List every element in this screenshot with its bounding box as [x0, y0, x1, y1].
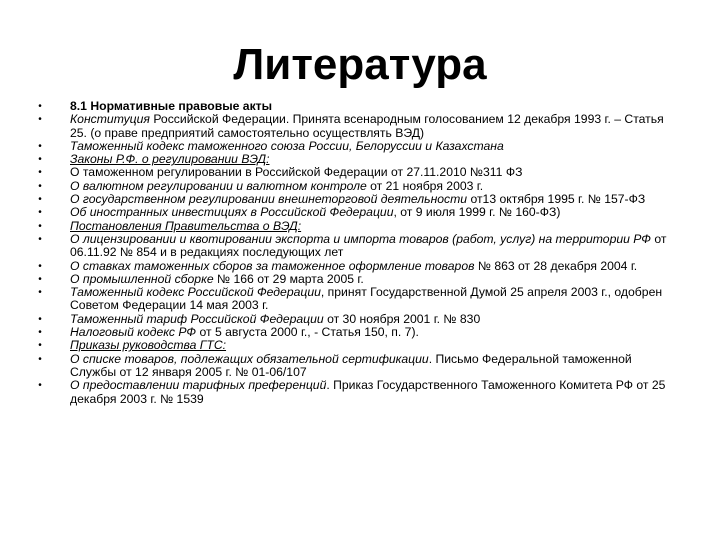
list-item [35, 233, 675, 260]
bullet-icon: • [38, 220, 42, 232]
list-item [35, 113, 675, 140]
list-item-text: О предоставлении тарифных преференций [70, 378, 327, 393]
list-item-text: от 30 ноября 2001 г. № 830 [323, 311, 481, 326]
list-item-text: О промышленной сборке [70, 271, 214, 286]
list-item-text: от 5 августа 2000 г., - Статья 150, п. 7). [196, 325, 419, 340]
list-item [35, 353, 675, 380]
list-item-text: № 863 от 28 декабря 2004 г. [474, 258, 638, 273]
list-item-text: О таможенном регулировании в Российской Федерации от 27.11.2010 №311 ФЗ [70, 165, 523, 180]
list-item [35, 339, 675, 352]
list-item [35, 379, 675, 406]
list-item-text: О лицензировании и квотировании экспорта и импорта товаров (работ, услуг) на территории РФ [70, 231, 651, 246]
bullet-icon: • [38, 114, 42, 126]
list-item-text: О государственном регулировании внешнеторговой деятельности [70, 192, 468, 207]
bullet-icon: • [38, 167, 42, 179]
bullet-icon: • [38, 233, 42, 245]
list-item-text: от 21 ноября 2003 г. [366, 178, 484, 193]
list-item-text: О ставках таможенных сборов за таможенное оформление товаров [70, 258, 475, 273]
slide-title: Литература [233, 40, 487, 89]
bullet-icon: • [38, 207, 42, 219]
bullet-icon: • [38, 287, 42, 299]
list-item-text: Постановления Правительства о ВЭД: [70, 218, 302, 233]
list-item-text: Законы Р.Ф. о регулировании ВЭД: [70, 152, 270, 167]
list-item [35, 166, 675, 179]
list-item [35, 260, 675, 273]
list-item [35, 140, 675, 153]
list-item [35, 220, 675, 233]
bullet-icon: • [38, 353, 42, 365]
bullet-icon: • [38, 313, 42, 325]
bullet-icon: • [38, 194, 42, 206]
bullet-icon: • [38, 380, 42, 392]
list-item [35, 206, 675, 219]
list-item-text: Приказы руководства ГТС: [70, 338, 227, 353]
list-item-text: . Приказ Государственного Таможенного Комитета РФ от 25 декабря 2003 г. № 1539 [70, 378, 666, 406]
list-item [35, 180, 675, 193]
bullet-icon: • [38, 340, 42, 352]
list-item-text: . Письмо Федеральной таможенной Службы от 12 января 2005 г. № 01-06/107 [70, 351, 632, 379]
bullet-icon: • [38, 260, 42, 272]
bullet-icon: • [38, 140, 42, 152]
list-item-text: О списке товаров, подлежащих обязательной сертификации [70, 351, 429, 366]
list-item-text: , принят Государственной Думой 25 апреля 2003 г., одобрен Советом Федерации 14 мая 2003 г. [70, 285, 663, 313]
bullet-icon: • [38, 327, 42, 339]
list-item-text: Таможенный кодекс Российской Федерации [70, 285, 321, 300]
list-item-text: Российской Федерации. Принята всенародным голосованием 12 декабря 1993 г. – Статья 25. (о праве предприятий самостоятельно осуществлять ВЭД) [70, 112, 664, 140]
bullet-icon: • [38, 273, 42, 285]
list-item-text: Таможенный тариф Российской Федерации [70, 311, 324, 326]
list-item [35, 313, 675, 326]
list-item-text: Налоговый кодекс РФ [70, 325, 197, 340]
bullet-icon: • [38, 101, 42, 112]
list-item-text: Об иностранных инвестициях в Российской Федерации [70, 205, 394, 220]
list-item [35, 100, 675, 113]
literature-list [35, 100, 675, 406]
bullet-icon: • [38, 180, 42, 192]
list-item [35, 326, 675, 339]
list-item-text: О валютном регулировании и валютном контроле [70, 178, 367, 193]
list-item-text: Таможенный кодекс таможенного союза России, Белоруссии и Казахстана [70, 138, 504, 153]
list-item [35, 193, 675, 206]
list-item-text: от13 октября 1995 г. № 157-ФЗ [467, 192, 646, 207]
list-item-text: Конституция [70, 112, 150, 127]
bullet-icon: • [38, 154, 42, 166]
list-item [35, 153, 675, 166]
list-item-text: № 166 от 29 марта 2005 г. [213, 271, 364, 286]
list-item [35, 286, 675, 313]
list-item-text: , от 9 июля 1999 г. № 160-ФЗ) [393, 205, 561, 220]
list-item-text: 8.1 Нормативные правовые акты [70, 99, 273, 113]
list-item [35, 273, 675, 286]
list-item-text: от 06.11.92 № 854 и в редакциях последующих лет [70, 231, 667, 260]
